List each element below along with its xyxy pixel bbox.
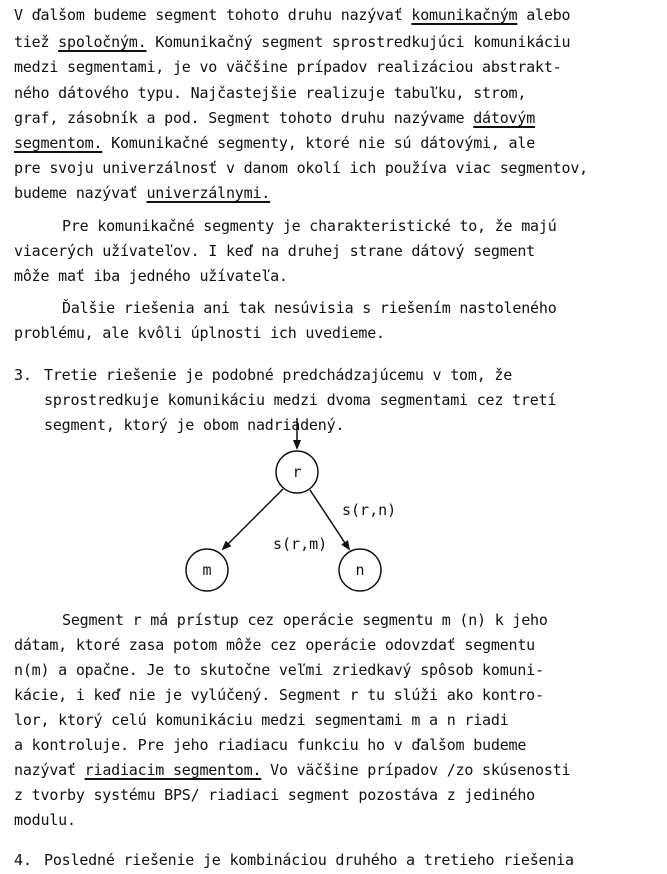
p1-line-4: ného dátového typu. Najčastejšie realizuje tabuľku, strom,	[14, 84, 527, 102]
p3-line-2: problému, ale kvôli úplnosti ich uvedieme.	[14, 324, 385, 342]
p4-line-1: Segment r má prístup cez operácie segmentu m (n) k jeho	[62, 611, 548, 629]
term-univerzalnymi: univerzálnymi.	[146, 184, 271, 202]
p2-line-3: môže mať iba jedného užívateľa.	[14, 267, 288, 285]
item3-line-2: sprostredkuje komunikáciu medzi dvoma segmentami cez tretí	[44, 391, 557, 409]
item-4-number: 4.	[14, 851, 33, 869]
item4-line-1: Posledné riešenie je kombináciou druhého a tretieho riešenia	[44, 851, 574, 869]
term-komunikacnym: komunikačným	[411, 6, 518, 24]
term-riadiacim-segmentom: riadiacim segmentom.	[84, 761, 262, 779]
p1-text: V ďalšom budeme segment tohoto druhu nazývať	[14, 6, 412, 24]
p4-text: nazývať	[14, 761, 85, 779]
p4-line-3: n(m) a opačne. Je to skutočne veľmi zriedkavý spôsob komuni-	[14, 661, 544, 679]
p2-line-1: Pre komunikačné segmenty je charakteristické to, že majú	[62, 217, 557, 235]
p4-line-8: z tvorby systému BPS/ riadiaci segment pozostáva z jediného	[14, 786, 536, 804]
p1-text: Komunikačné segmenty, ktoré nie sú dátovými, ale	[102, 134, 536, 152]
p4-line-6: a kontroluje. Pre jeho riadiacu funkciu ho v ďalšom budeme	[14, 736, 527, 754]
p1-text: budeme nazývať	[14, 184, 147, 202]
p4-line-5: lor, ktorý celú komunikáciu medzi segmentami m a n riadi	[14, 711, 509, 729]
p4-line-9: modulu.	[14, 811, 76, 829]
p1-text: Komunikačný segment sprostredkujúci komunikáciu	[146, 33, 571, 51]
p1-line-7: pre svoju univerzálnosť v danom okolí ich používa viac segmentov,	[14, 159, 588, 177]
item-3-number: 3.	[14, 366, 33, 384]
p1-line-6	[14, 134, 535, 152]
p1-line-3: medzi segmentami, je vo väčšine prípadov realizáciou abstrakt-	[14, 58, 562, 76]
p3-line-1: Ďalšie riešenia ani tak nesúvisia s riešením nastoleného	[62, 299, 557, 317]
p1-line-2	[14, 33, 570, 51]
node-n-label: n	[355, 561, 365, 579]
p1-line-5	[14, 109, 535, 127]
p4-line-2: dátam, ktoré zasa potom môže cez operácie odovzdať segmentu	[14, 636, 536, 654]
edge-label-rm: s(r,m)	[273, 535, 328, 553]
term-datovym: dátovým	[473, 109, 536, 127]
segment-diagram	[170, 418, 430, 598]
p4-line-7	[14, 761, 570, 779]
p1-text: graf, zásobník a pod. Segment tohoto druhu nazývame	[14, 109, 474, 127]
p4-text: Vo väčšine prípadov /zo skúsenosti	[261, 761, 571, 779]
p1-text: tiež	[14, 33, 59, 51]
edge-label-rn: s(r,n)	[342, 501, 397, 519]
p4-line-4: kácie, i keď nie je vylúčený. Segment r tu slúži ako kontro-	[14, 686, 544, 704]
p1-line-8	[14, 184, 270, 202]
node-r-label: r	[292, 463, 302, 481]
term-spolocnym: spoločným.	[58, 33, 147, 51]
item3-line-3: segment, ktorý je obom nadriadený.	[44, 416, 345, 434]
p1-line-1	[14, 6, 570, 24]
node-m-label: m	[202, 561, 212, 579]
item3-line-1: Tretie riešenie je podobné predchádzajúcemu v tom, že	[44, 366, 513, 384]
p2-line-2: viacerých užívateľov. I keď na druhej strane dátový segment	[14, 242, 536, 260]
term-segmentom: segmentom.	[14, 134, 103, 152]
p1-text: alebo	[517, 6, 571, 24]
